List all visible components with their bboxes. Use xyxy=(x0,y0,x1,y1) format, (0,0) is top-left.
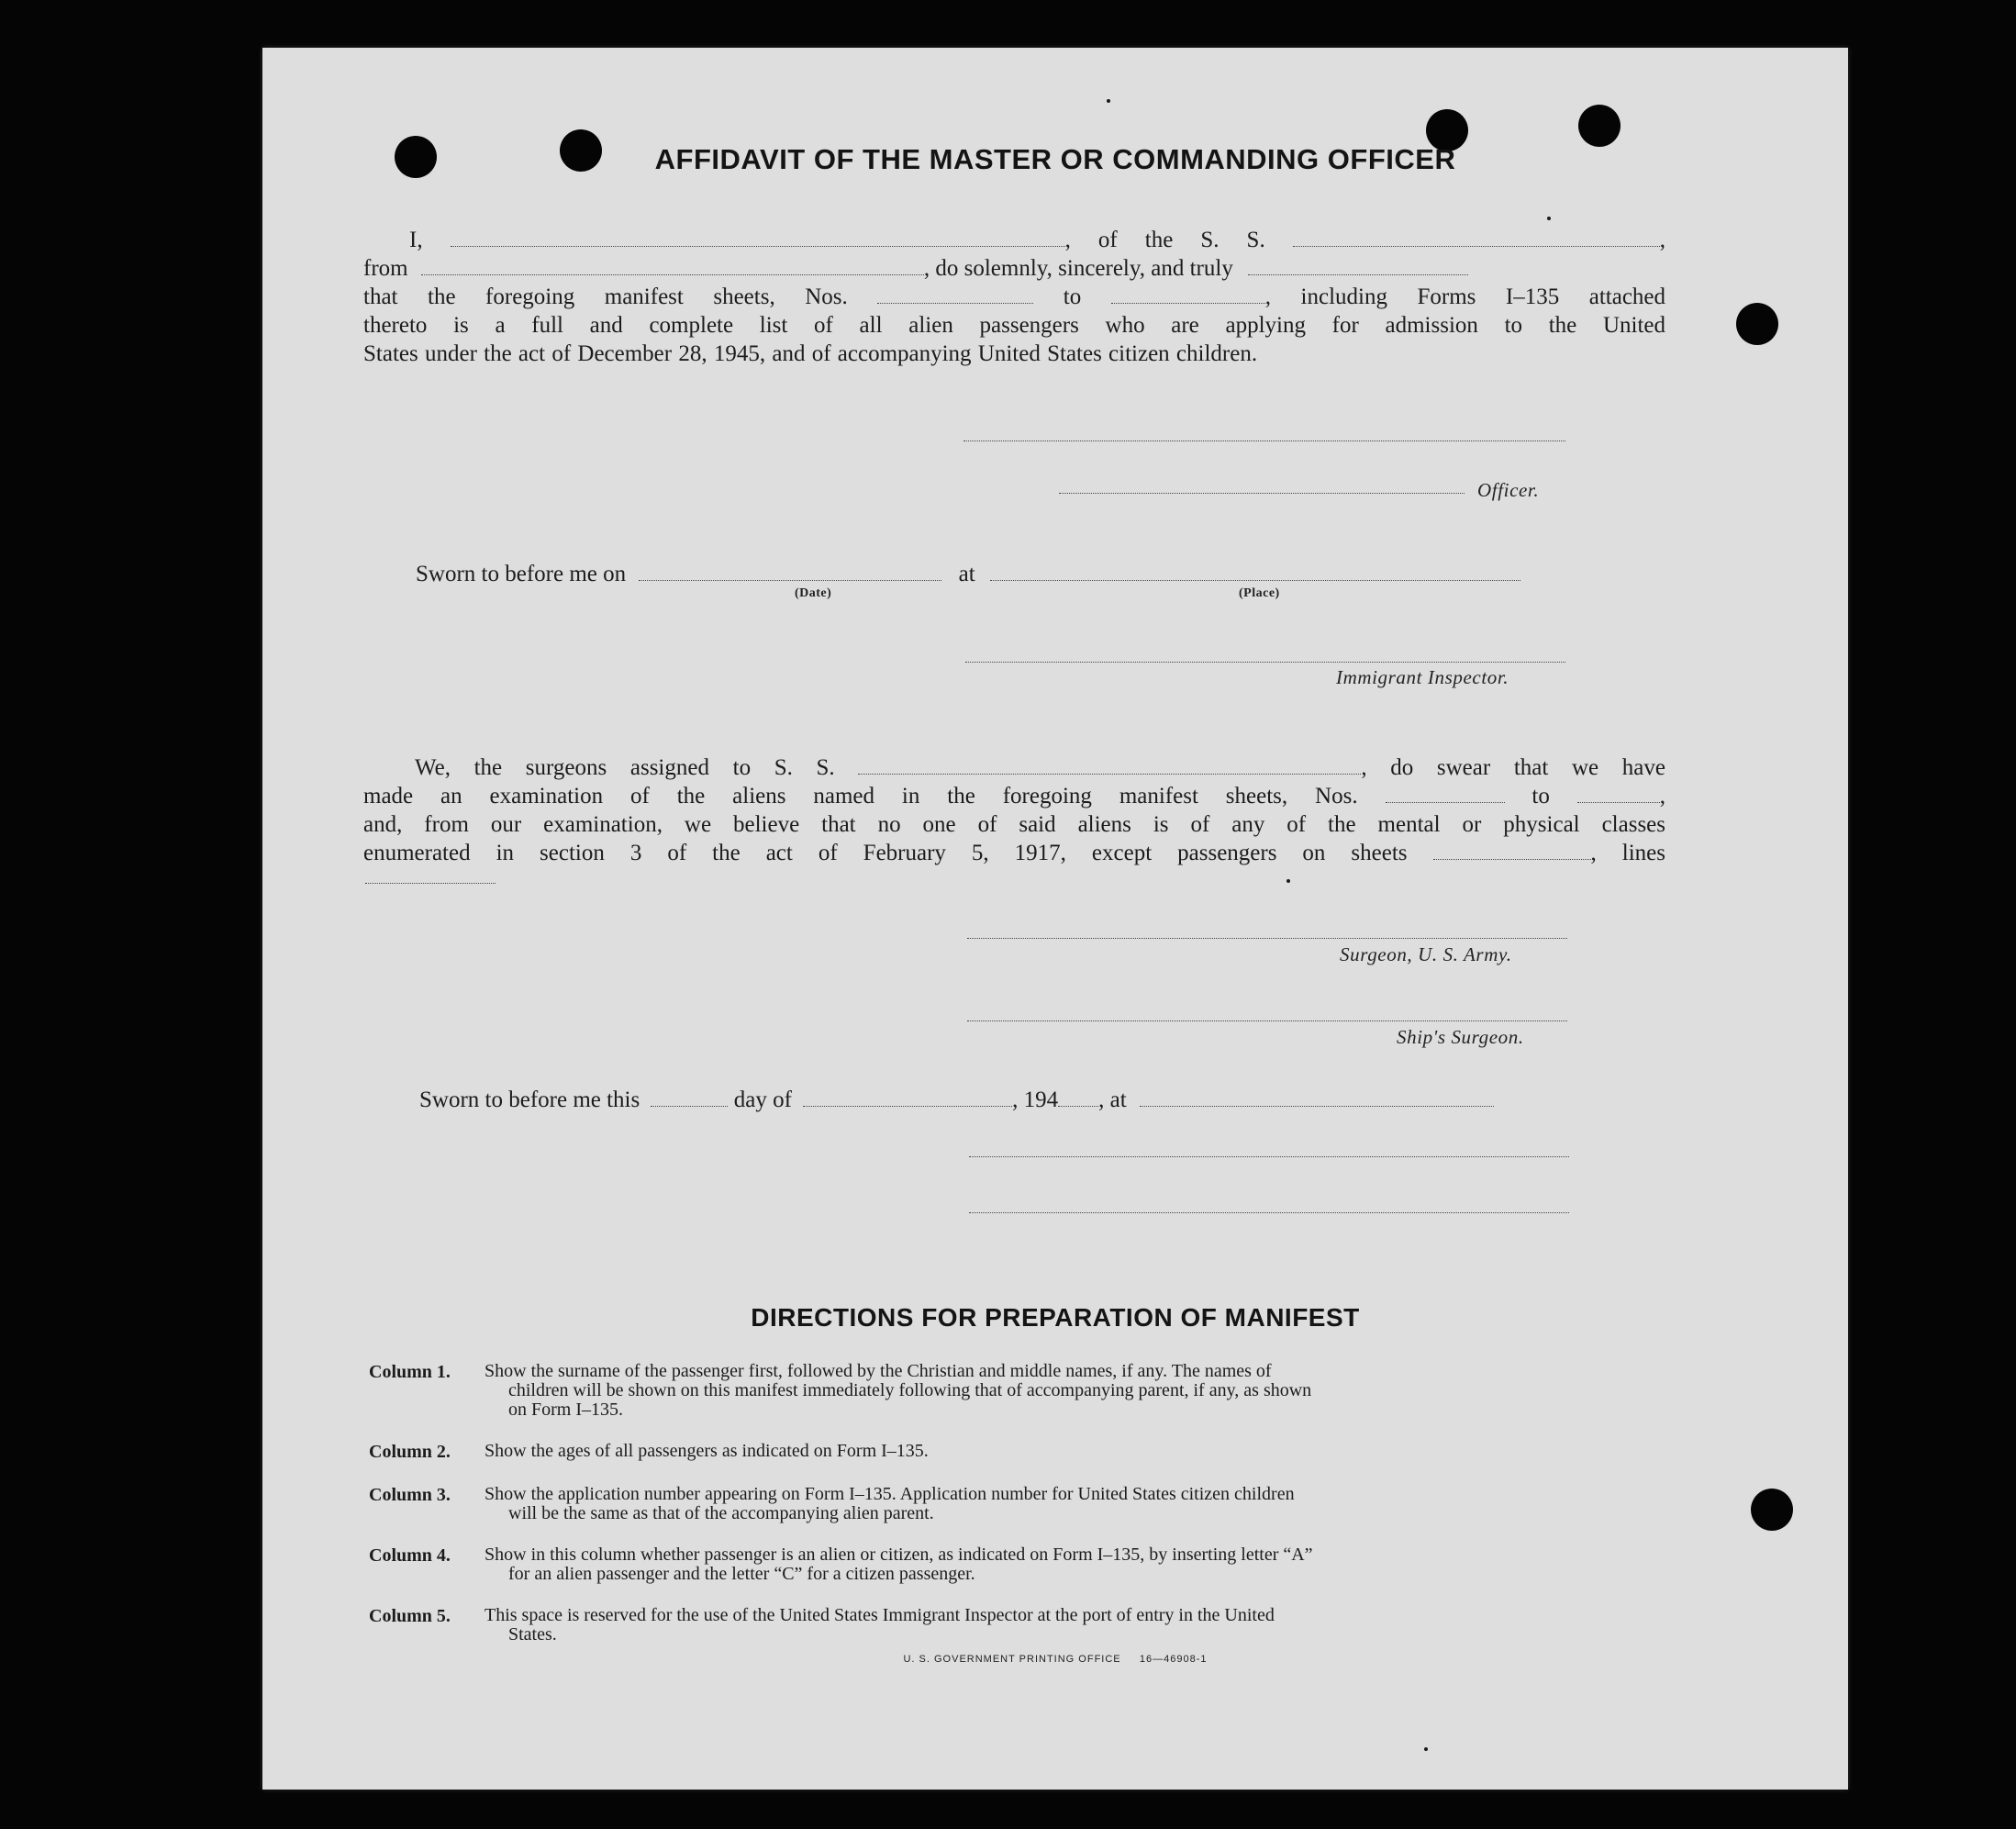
punch-hole xyxy=(1751,1489,1793,1531)
sworn-text: , at xyxy=(1098,1087,1127,1112)
column-text-line: This space is reserved for the use of the United States Immigrant Inspector at the port of entry in the United xyxy=(485,1605,1275,1625)
inspector-signature-line[interactable] xyxy=(965,662,1565,663)
column-4-label: Column 4. xyxy=(369,1545,451,1566)
sworn-line-1 xyxy=(416,560,1572,588)
surgeons-text: , xyxy=(1659,784,1665,809)
dust-speck xyxy=(1107,99,1110,103)
form-page xyxy=(262,48,1848,1790)
column-3-text xyxy=(485,1485,1573,1523)
ship-surgeon-label: Ship's Surgeon. xyxy=(1397,1026,1524,1048)
column-text-line: Show the ages of all passengers as indicated on Form I–135. xyxy=(485,1441,929,1461)
column-text-line: Show the surname of the passenger first, followed by the Christian and middle names, if any. The names of xyxy=(485,1361,1272,1381)
sworn-day-field[interactable] xyxy=(651,1087,728,1107)
column-text-line: States. xyxy=(508,1624,557,1645)
affidavit-line-4: thereto is a full and complete list of all alien passengers who are applying for admission to the United xyxy=(363,313,1665,338)
ship-surgeon-signature-line[interactable] xyxy=(967,1020,1567,1021)
column-text-line: for an alien passenger and the letter “C” for a citizen passenger. xyxy=(508,1564,975,1584)
surgeons-text: to xyxy=(1531,784,1550,809)
sworn-text: at xyxy=(958,562,975,586)
punch-hole xyxy=(1578,105,1621,147)
surgeons-text: , lines xyxy=(1590,841,1665,865)
surgeons-line-3: and, from our examination, we believe that no one of said aliens is of any of the mental or physical classes xyxy=(363,812,1665,837)
column-2-label: Column 2. xyxy=(369,1442,451,1462)
affidavit-text: I, xyxy=(409,228,423,252)
affidavit-text: from xyxy=(363,256,408,281)
affidavit-line-5: States under the act of December 28, 1945, and of accompanying United States citizen children. xyxy=(363,341,1258,366)
surgeons-text: We, the surgeons assigned to S. S. xyxy=(415,755,835,780)
sworn-date-field[interactable] xyxy=(639,562,941,581)
affidavit-text: , of the S. S. xyxy=(1064,228,1265,252)
sworn-title-line[interactable] xyxy=(969,1212,1569,1213)
sworn-location-field[interactable] xyxy=(1140,1087,1494,1107)
place-caption: (Place) xyxy=(1239,586,1280,600)
date-caption: (Date) xyxy=(795,586,832,600)
affidavit-text: to xyxy=(1063,284,1082,309)
column-text-line: Show in this column whether passenger is an alien or citizen, as indicated on Form I–135, by inserting letter “A” xyxy=(485,1545,1313,1565)
column-5-text xyxy=(485,1606,1573,1645)
sworn-text: Sworn to before me on xyxy=(416,562,627,586)
directions-title: DIRECTIONS FOR PREPARATION OF MANIFEST xyxy=(751,1303,1360,1332)
surgeons-line-1 xyxy=(363,753,1665,782)
punch-hole xyxy=(1736,303,1778,345)
officer-label: Officer. xyxy=(1477,479,1540,501)
surgeons-text: , do swear that we have xyxy=(1361,755,1665,780)
army-surgeon-signature-line[interactable] xyxy=(967,938,1567,939)
surgeons-ship-field[interactable] xyxy=(858,755,1361,775)
dust-speck xyxy=(1424,1747,1428,1751)
column-5-label: Column 5. xyxy=(369,1606,451,1626)
dust-speck xyxy=(1547,217,1551,220)
affidavit-line-3 xyxy=(363,283,1665,311)
sworn-place-field[interactable] xyxy=(990,562,1520,581)
sworn-month-field[interactable] xyxy=(803,1087,1012,1107)
dust-speck xyxy=(1286,879,1290,883)
affidavit-text: , do solemnly, sincerely, and truly xyxy=(923,256,1233,281)
column-1-text xyxy=(485,1362,1573,1420)
surgeons-text: made an examination of the aliens named in the foregoing manifest sheets, Nos. xyxy=(363,784,1358,809)
sworn-text: day of xyxy=(733,1087,792,1112)
sworn-text: Sworn to before me this xyxy=(419,1087,640,1112)
column-text-line: children will be shown on this manifest immediately following that of accompanying parent, if any, as shown xyxy=(508,1380,1312,1400)
surgeons-sheet-from-field[interactable] xyxy=(1386,784,1505,803)
surgeons-line-2 xyxy=(363,782,1665,810)
sworn-line-2 xyxy=(419,1086,1576,1114)
column-text-line: will be the same as that of the accompanying alien parent. xyxy=(508,1503,934,1523)
surgeons-text: enumerated in section 3 of the act of February 5, 1917, except passengers on sheets xyxy=(363,841,1408,865)
affidavit-line-2 xyxy=(363,254,1665,283)
affidavit-text: that the foregoing manifest sheets, Nos. xyxy=(363,284,848,309)
affidavit-text: , including Forms I–135 attached xyxy=(1264,284,1665,309)
army-surgeon-label: Surgeon, U. S. Army. xyxy=(1340,943,1512,965)
affidavit-title: AFFIDAVIT OF THE MASTER OR COMMANDING OFFICER xyxy=(654,143,1456,175)
column-3-label: Column 3. xyxy=(369,1485,451,1505)
sheet-to-field[interactable] xyxy=(1111,284,1265,304)
column-4-text xyxy=(485,1545,1573,1584)
except-lines-field[interactable] xyxy=(365,883,496,884)
oath-manner-field[interactable] xyxy=(1248,256,1468,275)
sworn-signature-line[interactable] xyxy=(969,1156,1569,1157)
column-2-text xyxy=(485,1442,1573,1461)
affidavit-text: , xyxy=(1659,228,1665,252)
ship-name-field[interactable] xyxy=(1293,228,1660,247)
column-text-line: on Form I–135. xyxy=(508,1400,623,1420)
affidavit-line-1 xyxy=(363,226,1665,254)
sworn-year-field[interactable] xyxy=(1058,1087,1098,1107)
column-1-label: Column 1. xyxy=(369,1362,451,1382)
surgeons-line-4 xyxy=(363,839,1665,867)
except-sheets-field[interactable] xyxy=(1433,841,1591,860)
sworn-text: , 194 xyxy=(1012,1087,1059,1112)
surgeons-sheet-to-field[interactable] xyxy=(1577,784,1660,803)
master-name-field[interactable] xyxy=(451,228,1065,247)
sheet-from-field[interactable] xyxy=(877,284,1033,304)
departure-port-field[interactable] xyxy=(421,256,924,275)
column-text-line: Show the application number appearing on Form I–135. Application number for United States citizen children xyxy=(485,1484,1295,1504)
officer-title-line[interactable] xyxy=(1059,493,1465,494)
inspector-label: Immigrant Inspector. xyxy=(1336,666,1509,688)
printing-office-imprint: U. S. GOVERNMENT PRINTING OFFICE 16—46908-1 xyxy=(903,1654,1208,1665)
